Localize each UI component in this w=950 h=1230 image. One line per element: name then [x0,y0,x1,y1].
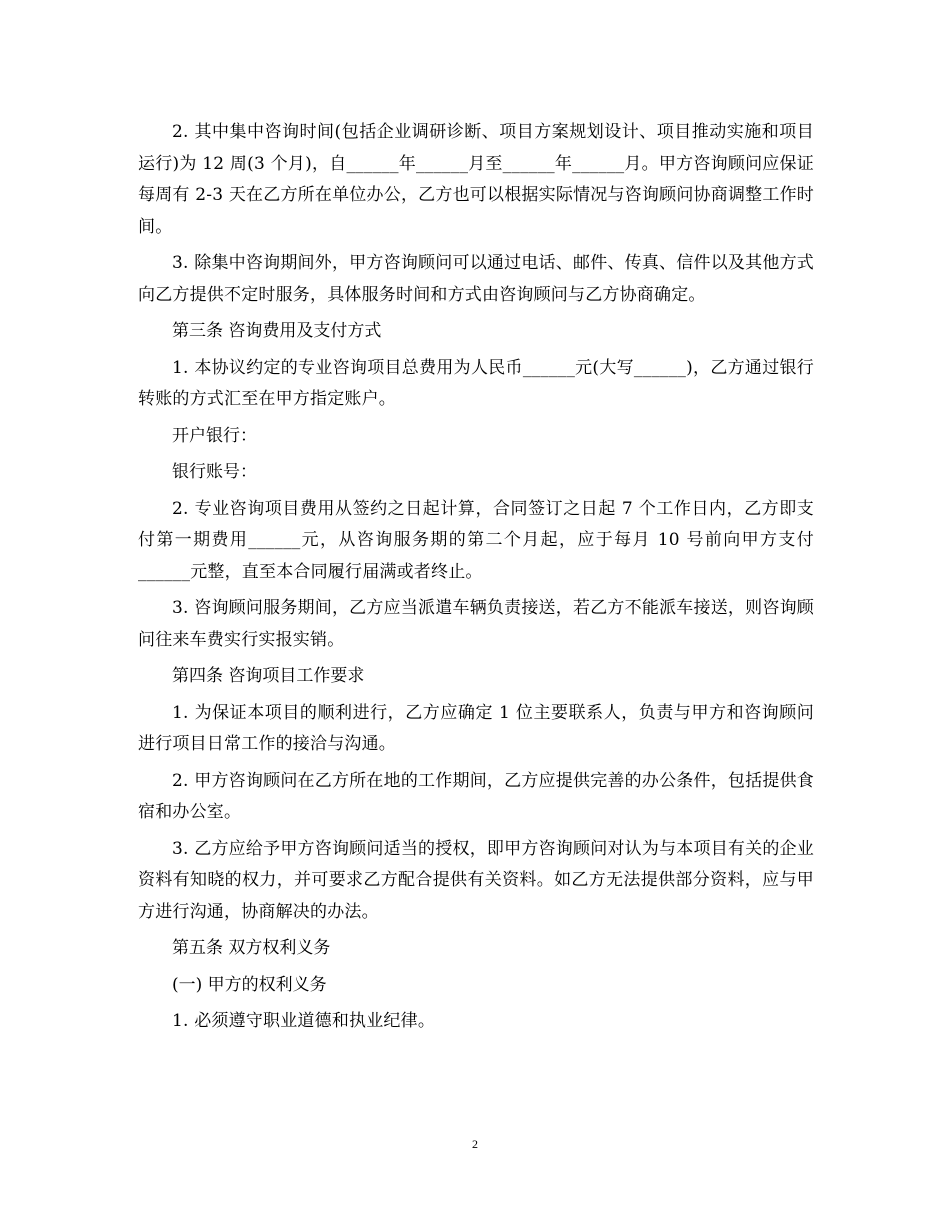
heading-article-4: 第四条 咨询项目工作要求 [172,666,365,686]
paragraph-transport: 3. 咨询顾问服务期间，乙方应当派遣车辆负责接送，若乙方不能派车接送，则咨询顾问往来车费实行实报实销。 [138,598,814,650]
heading-article-3: 第三条 咨询费用及支付方式 [172,321,382,341]
paragraph-contact-person: 1. 为保证本项目的顺利进行，乙方应确定 1 位主要联系人，负责与甲方和咨询顾问进行项目日常工作的接洽与沟通。 [138,702,814,754]
page-number: 2 [472,1137,478,1151]
paragraph-concentrated-consulting-time: 2. 其中集中咨询时间(包括企业调研诊断、项目方案规划设计、项目推动实施和项目运行)为 12 周(3 个月)，自______年______月至______年______月。甲方咨询顾问应保证每周有 2-3 天在乙方所在单位办公，乙方也可以根据实际情况与咨询顾问协商调整工作时间。 [138,122,814,237]
paragraph-authorization: 3. 乙方应给予甲方咨询顾问适当的授权，即甲方咨询顾问对认为与本项目有关的企业资料有知晓的权力，并可要求乙方配合提供有关资料。如乙方无法提供部分资料，应与甲方进行沟通，协商解决的办法。 [138,838,814,922]
paragraph-non-concentrated-service: 3. 除集中咨询期间外，甲方咨询顾问可以通过电话、邮件、传真、信件以及其他方式向乙方提供不定时服务，具体服务时间和方式由咨询顾问与乙方协商确定。 [138,253,814,305]
paragraph-total-fee: 1. 本协议约定的专业咨询项目总费用为人民币______元(大写______)，乙方通过银行转账的方式汇至在甲方指定账户。 [138,357,814,409]
paragraph-fee-payment-schedule: 2. 专业咨询项目费用从签约之日起计算，合同签订之日起 7 个工作日内，乙方即支付第一期费用______元，从咨询服务期的第二个月起，应于每月 10 号前向甲方支付______元整，直至本合同履行届满或者终止。 [138,498,814,582]
document-body [138,117,814,1043]
heading-party-a-rights: (一) 甲方的权利义务 [172,974,327,995]
paragraph-office-conditions: 2. 甲方咨询顾问在乙方所在地的工作期间，乙方应提供完善的办公条件，包括提供食宿和办公室。 [138,770,814,822]
field-bank-account: 银行账号： [172,462,257,482]
field-opening-bank: 开户银行： [172,425,257,446]
heading-article-5: 第五条 双方权利义务 [172,938,331,958]
paragraph-professional-ethics: 1. 必须遵守职业道德和执业纪律。 [172,1011,436,1031]
